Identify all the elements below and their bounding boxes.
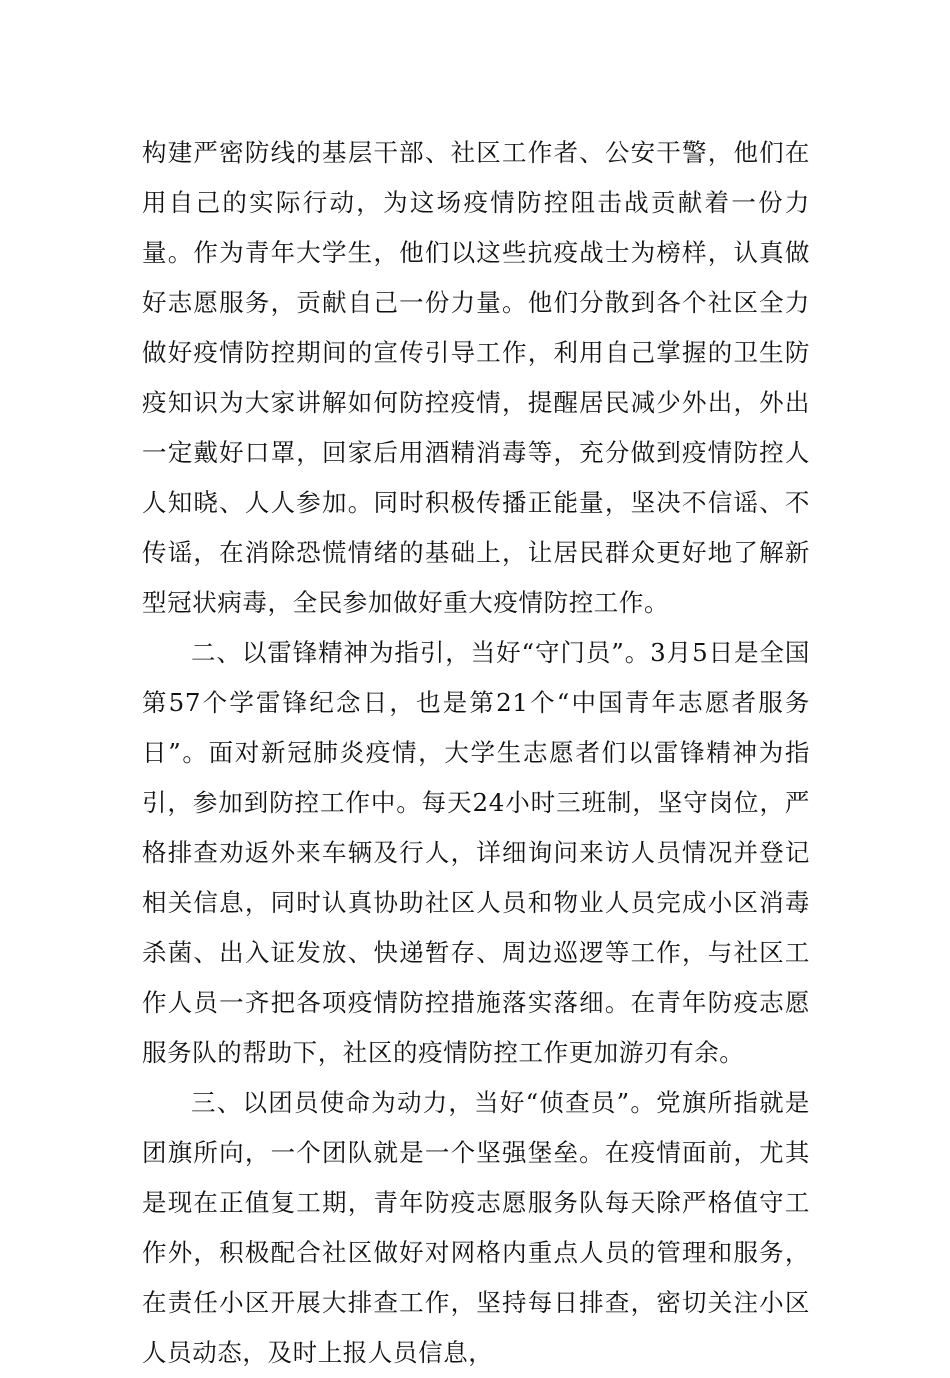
paragraph-section-two: 二、以雷锋精神为指引，当好“守门员”。3月5日是全国第57个学雷锋纪念日，也是第21个“中国青年志愿者服务日”。面对新冠肺炎疫情，大学生志愿者们以雷锋精神为指引，参加到防控工作中。每天24小时三班制，坚守岗位，严格排查劝返外来车辆及行人，详细询问来访人员情况并登记相关信息，同时认真协助社区人员和物业人员完成小区消毒杀菌、出入证发放、快递暂存、周边巡逻等工作，与社区工作人员一齐把各项疫情防控措施落实落细。在青年防疫志愿服务队的帮助下，社区的疫情防控工作更加游刃有余。 [142,638,810,1067]
document-body [142,128,810,1378]
paragraph-section-three: 三、以团员使命为动力，当好“侦查员”。党旗所指就是团旗所向，一个团队就是一个坚强堡垒。在疫情面前，尤其是现在正值复工期，青年防疫志愿服务队每天除严格值守工作外，积极配合社区做好对网格内重点人员的管理和服务，在责任小区开展大排查工作，坚持每日排查，密切关注小区人员动态，及时上报人员信息， [142,1088,810,1367]
paragraph-continuation: 构建严密防线的基层干部、社区工作者、公安干警，他们在用自己的实际行动，为这场疫情防控阻击战贡献着一份力量。作为青年大学生，他们以这些抗疫战士为榜样，认真做好志愿服务，贡献自己一份力量。他们分散到各个社区全力做好疫情防控期间的宣传引导工作，利用自己掌握的卫生防疫知识为大家讲解如何防控疫情，提醒居民减少外出，外出一定戴好口罩，回家后用酒精消毒等，充分做到疫情防控人人知晓、人人参加。同时积极传播正能量，坚决不信谣、不传谣，在消除恐慌情绪的基础上，让居民群众更好地了解新型冠状病毒，全民参加做好重大疫情防控工作。 [142,138,810,617]
